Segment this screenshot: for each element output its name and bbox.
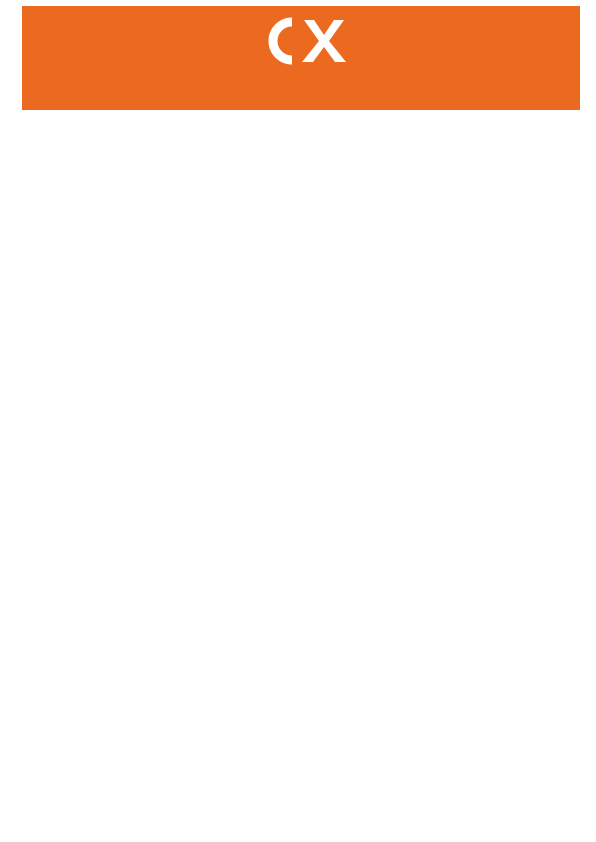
cx-logo-icon — [264, 16, 354, 66]
header-banner — [22, 6, 580, 110]
